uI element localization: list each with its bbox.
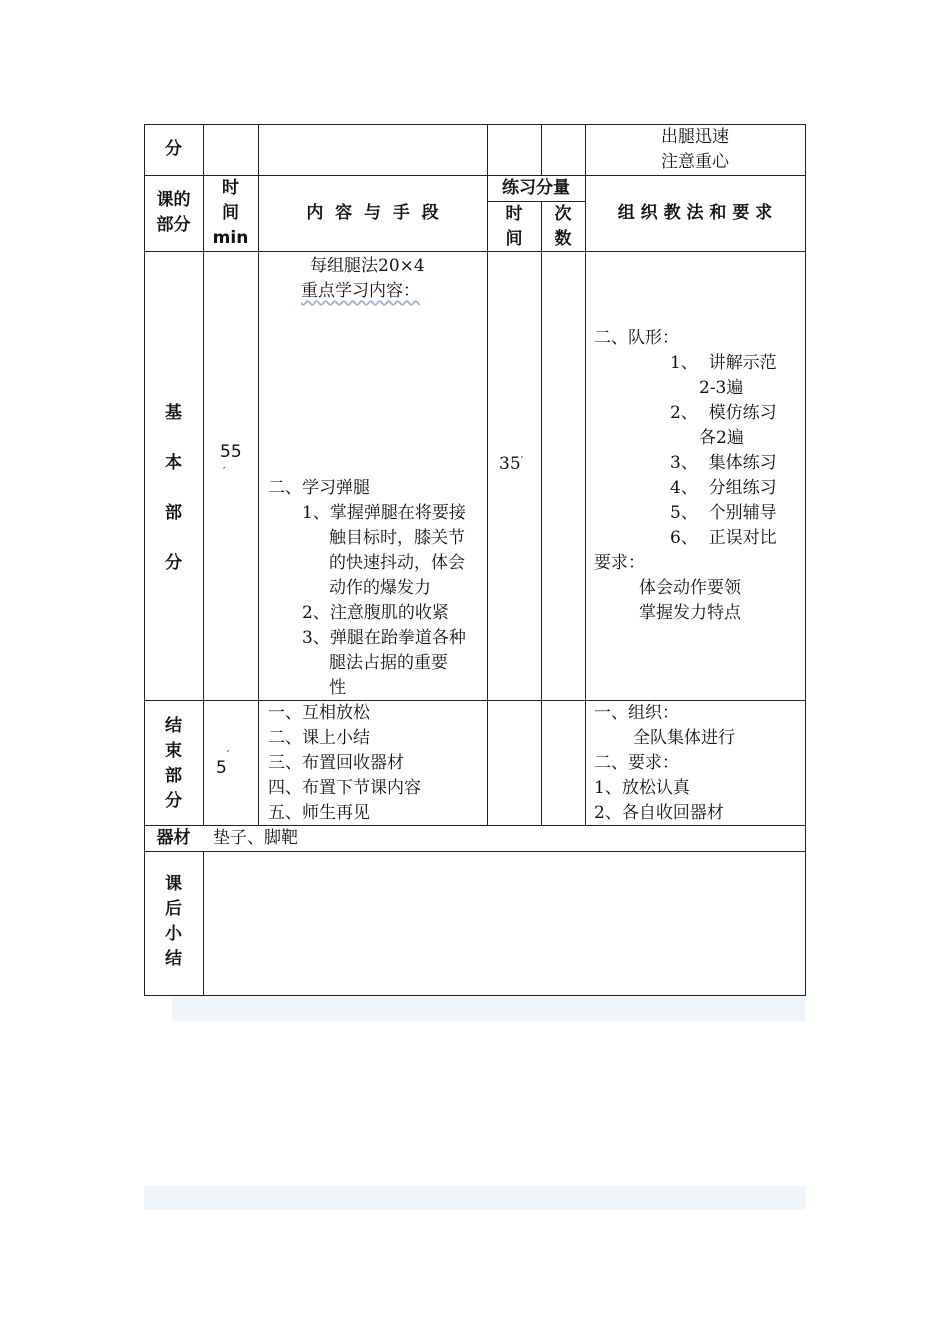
- basic-practice-mark: ′: [520, 454, 524, 467]
- basic-time-mark: ′: [223, 465, 226, 478]
- ending-section-label: [144, 714, 203, 814]
- header-time: [203, 176, 258, 251]
- header-section-line: 课的: [156, 190, 191, 210]
- header-time-line: min: [212, 228, 249, 248]
- content-line: 触目标时，膝关节: [329, 528, 465, 548]
- summary-char: 后: [165, 899, 182, 919]
- summary-char: 小: [165, 924, 182, 944]
- content-line: 动作的爆发力: [329, 578, 431, 598]
- basic-section-char: 分: [165, 553, 182, 573]
- content-line: 2、注意腹肌的收紧: [302, 603, 449, 623]
- basic-section-char: 本: [165, 453, 182, 473]
- content-line: 四、布置下节课内容: [268, 778, 421, 798]
- basic-content-top: [258, 254, 487, 304]
- header-practice-time-line: 时: [505, 204, 523, 224]
- lesson-plan-table: [144, 124, 806, 996]
- org-line: 2、各自收回器材: [594, 803, 724, 823]
- content-line: 性: [329, 678, 346, 698]
- org-line: 各2遍: [699, 428, 744, 448]
- org-line: 6、 正误对比: [670, 528, 777, 548]
- basic-section-char: 基: [165, 403, 182, 423]
- ending-section-char: 结: [165, 716, 182, 736]
- header-section-line: 部分: [156, 215, 191, 235]
- ending-section-char: 分: [165, 791, 182, 811]
- content-line: 3、弹腿在跆拳道各种: [302, 628, 466, 648]
- content-line: 腿法占据的重要: [329, 653, 448, 673]
- org-line: 2-3遍: [699, 378, 744, 398]
- org-line: 4、 分组练习: [670, 478, 777, 498]
- top-row-section: 分: [165, 139, 182, 159]
- basic-section-label: [144, 388, 203, 588]
- summary-char: 课: [165, 874, 182, 894]
- basic-content-list: [258, 476, 487, 701]
- ending-time-value: 5: [216, 758, 227, 778]
- org-line: 二、队形：: [594, 328, 679, 348]
- content-line: 的快速抖动，体会: [329, 553, 465, 573]
- basic-section-char: 部: [165, 503, 182, 523]
- basic-practice-time-value: 35: [499, 454, 521, 474]
- basic-org: [585, 326, 805, 626]
- header-practice-count: [541, 202, 585, 252]
- header-practice-time-line: 间: [505, 229, 523, 249]
- org-line: 掌握发力特点: [639, 603, 741, 623]
- content-line: 三、布置回收器材: [268, 753, 404, 773]
- header-time-line: 时: [222, 178, 239, 198]
- equipment-label: 器材: [156, 828, 191, 848]
- ending-org: [585, 701, 805, 826]
- summary-char: 结: [165, 949, 182, 969]
- highlight-band-2: [144, 1186, 806, 1210]
- header-practice-count-line: 数: [554, 229, 572, 249]
- org-line: 要求：: [594, 553, 645, 573]
- content-line: 每组腿法20×4: [310, 256, 425, 276]
- top-row-org: [585, 125, 805, 175]
- ending-time-mark: ′: [226, 748, 230, 761]
- org-line: 全队集体进行: [633, 728, 735, 748]
- header-practice-time: [487, 202, 541, 252]
- summary-content-area[interactable]: [204, 852, 805, 995]
- header-practice-count-line: 次: [554, 204, 572, 224]
- org-line: 体会动作要领: [639, 578, 741, 598]
- org-line: 2、 模仿练习: [670, 403, 777, 423]
- header-organization: 组 织 教 法 和 要 求: [617, 203, 773, 223]
- content-line: 二、学习弹腿: [268, 478, 370, 498]
- header-section: [144, 188, 203, 238]
- org-line: 5、 个别辅导: [670, 503, 777, 523]
- ending-section-char: 部: [165, 766, 182, 786]
- header-content: 内 容 与 手 段: [306, 203, 439, 223]
- basic-time-value: 55: [220, 442, 242, 462]
- org-line: 3、 集体练习: [670, 453, 777, 473]
- header-practice: 练习分量: [502, 178, 570, 198]
- header-time-line: 间: [222, 203, 239, 223]
- basic-time: [220, 440, 258, 490]
- content-line: 一、互相放松: [268, 703, 370, 723]
- highlight-band-1: [172, 996, 805, 1021]
- org-line: 一、组织：: [594, 703, 679, 723]
- org-line: 二、要求：: [594, 753, 679, 773]
- org-line: 出腿迅速: [661, 127, 729, 147]
- ending-time: [216, 748, 256, 781]
- org-line: 注意重心: [661, 152, 729, 172]
- content-line: 重点学习内容：: [301, 281, 420, 301]
- content-line: 1、掌握弹腿在将要接: [302, 503, 466, 523]
- content-line: 二、课上小结: [268, 728, 370, 748]
- ending-content: [268, 701, 487, 826]
- summary-label: [144, 872, 203, 972]
- org-line: 1、放松认真: [594, 778, 690, 798]
- ending-section-char: 束: [165, 741, 182, 761]
- equipment-value: 垫子、脚靶: [213, 828, 298, 848]
- content-line-wrap: [258, 279, 487, 304]
- content-line: 五、师生再见: [268, 803, 370, 823]
- basic-practice-time: [499, 452, 541, 477]
- org-line: 1、 讲解示范: [670, 353, 777, 373]
